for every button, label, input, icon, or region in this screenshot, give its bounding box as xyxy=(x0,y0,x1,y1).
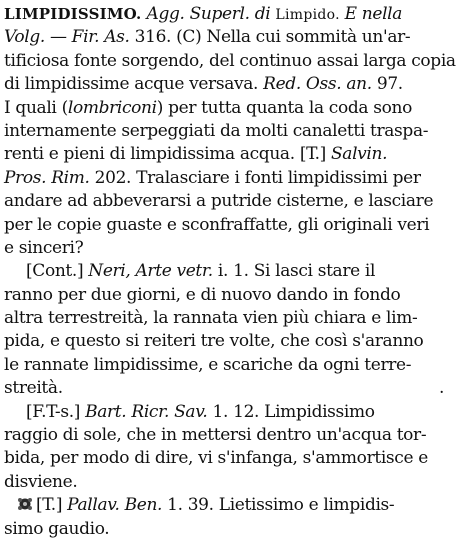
citation-text: e sinceri? xyxy=(4,237,84,258)
entry-line-19 xyxy=(4,424,462,447)
citation-source: Pallav. Ben. xyxy=(67,495,163,516)
citation-text: disviene. xyxy=(4,471,78,492)
entry-line-16 xyxy=(4,354,462,377)
entry-line-22 xyxy=(4,494,462,517)
section-tag: [Cont.] xyxy=(26,261,89,282)
ornament-icon xyxy=(16,496,34,512)
entry-line-18 xyxy=(4,401,462,424)
citation-text: di limpidissime acque versava. xyxy=(4,74,264,95)
citation-text: simo gaudio. xyxy=(4,518,110,539)
entry-line-21 xyxy=(4,471,462,494)
citation-text: andare ad abbeverarsi a putride cisterne, e lasciare xyxy=(4,191,434,212)
entry-line-1 xyxy=(4,3,462,26)
entry-line-2 xyxy=(4,26,462,49)
entry-line-13 xyxy=(4,284,462,307)
citation-text: tificiosa fonte sorgendo, del continuo assai larga copia xyxy=(4,50,456,71)
citation-source: Salvin. xyxy=(331,144,388,165)
citation-text: streità. xyxy=(4,378,63,399)
entry-line-12 xyxy=(4,260,462,283)
entry-line-7 xyxy=(4,143,462,166)
citation-gloss: lombriconi xyxy=(67,97,157,118)
citation-source: Pros. Rim. xyxy=(4,167,90,188)
section-tag: [F.T-s.] xyxy=(26,401,86,422)
citation-text: bida, per modo di dire, vi s'infanga, s'ammortisce e xyxy=(4,448,428,469)
entry-line-4 xyxy=(4,73,462,96)
citation-text: 316. (C) Nella cui sommità un'ar- xyxy=(129,27,411,48)
citation-text: pida, e questo si reiteri tre volte, che così s'aranno xyxy=(4,331,424,352)
citation-text: 1. 12. Limpidissimo xyxy=(207,401,375,422)
citation-text: ranno per due giorni, e di nuovo dando in fondo xyxy=(4,284,401,305)
entry-line-10 xyxy=(4,214,462,237)
entry-line-6 xyxy=(4,120,462,143)
citation-source: Volg. — Fir. As. xyxy=(4,27,130,48)
margin-dot: . xyxy=(438,378,444,399)
entry-line-9 xyxy=(4,190,462,213)
citation-text: ) per tutta quanta la coda sono xyxy=(156,97,412,118)
citation-text: i. 1. Si lasci stare il xyxy=(212,261,376,282)
citation-text: I quali ( xyxy=(4,97,68,118)
citation-text: le rannate limpidissime, e scariche da ogni terre- xyxy=(4,354,412,375)
citation-text: renti e pieni di limpidissima acqua. [T.] xyxy=(4,144,331,165)
section-tag: [T.] xyxy=(36,495,68,516)
citation-source: Bart. Ricr. Sav. xyxy=(85,401,208,422)
citation-text: 1. 39. Lietissimo e limpidis- xyxy=(162,495,395,516)
headword: LIMPIDISSIMO. xyxy=(4,5,142,23)
dictionary-entry xyxy=(4,3,462,541)
citation-text: altra terrestreità, la rannata vien più chiara e lim- xyxy=(4,308,418,329)
cross-reference: Limpido. xyxy=(275,7,345,23)
citation-text: internamente serpeggiati da molti canaletti traspa- xyxy=(4,120,429,141)
entry-line-23 xyxy=(4,518,462,541)
entry-line-11 xyxy=(4,237,462,260)
source-label: E nella xyxy=(344,4,403,24)
citation-text: 202. Tralasciare i fonti limpidissimi per xyxy=(89,167,421,188)
entry-line-17 xyxy=(4,377,462,400)
grammar-label: Agg. Superl. di xyxy=(146,4,276,24)
citation-source: Red. Oss. an. xyxy=(263,74,372,95)
entry-line-5 xyxy=(4,97,462,120)
entry-line-14 xyxy=(4,307,462,330)
citation-text: 97. xyxy=(371,74,403,95)
entry-line-15 xyxy=(4,330,462,353)
citation-text: per le copie guaste e sconfraffatte, gli originali veri xyxy=(4,214,430,235)
entry-line-8 xyxy=(4,167,462,190)
entry-line-3 xyxy=(4,50,462,73)
citation-source: Neri, Arte vetr. xyxy=(88,261,213,282)
entry-line-20 xyxy=(4,447,462,470)
citation-text: raggio di sole, che in mettersi dentro un'acqua tor- xyxy=(4,425,427,446)
